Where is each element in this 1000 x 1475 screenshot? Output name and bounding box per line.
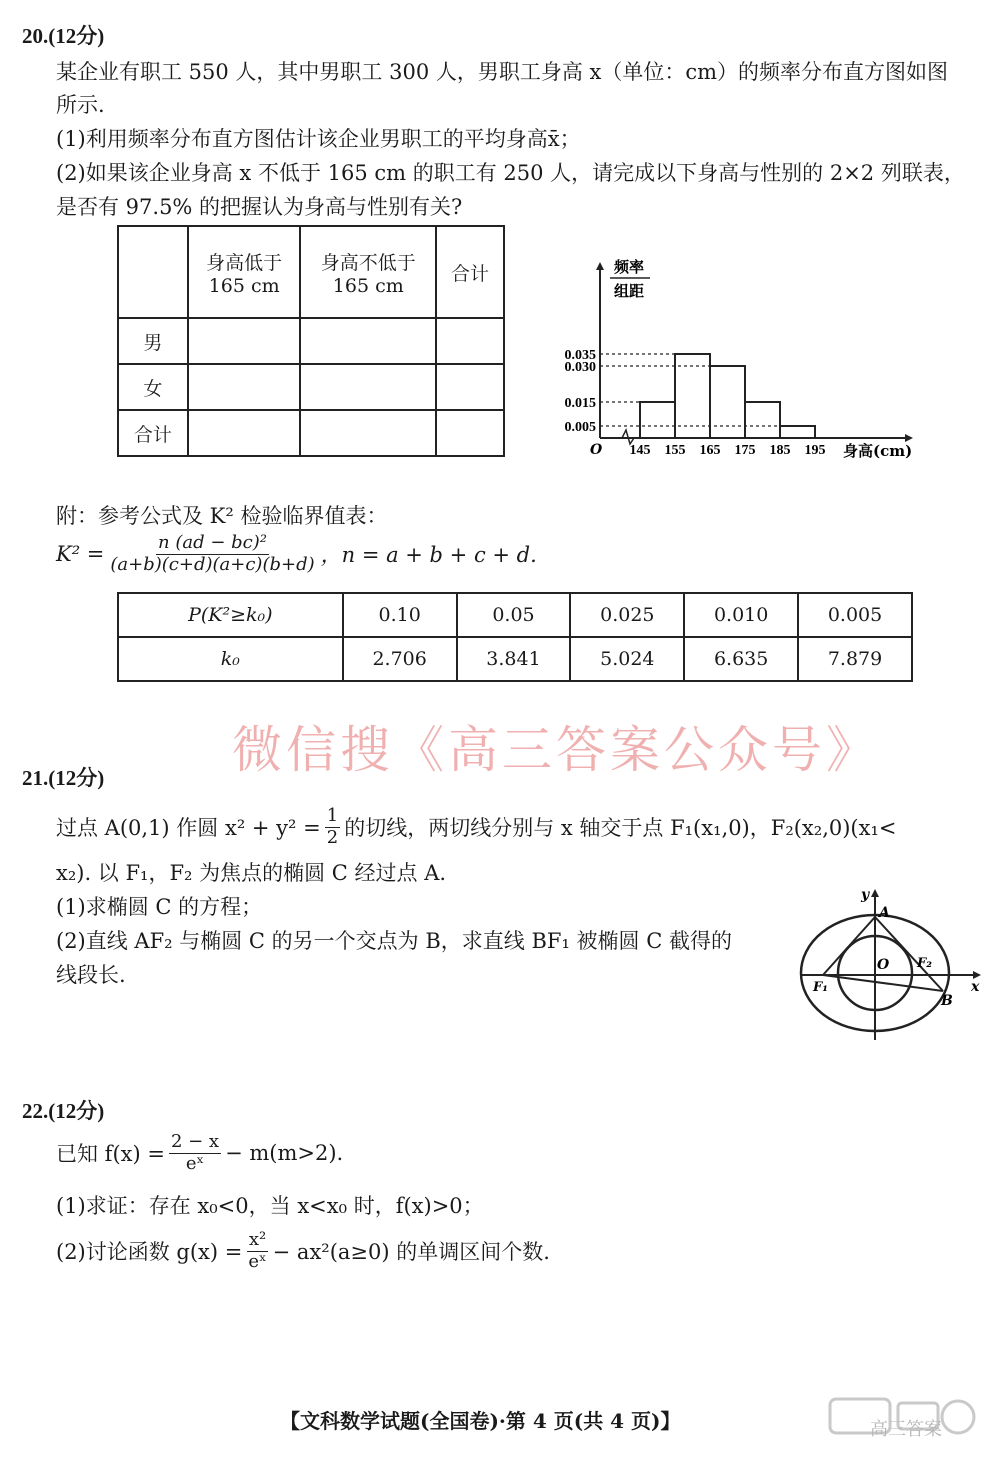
contingency-table: [117, 225, 505, 457]
hist-y-tick-label: 0.015: [564, 396, 596, 411]
crit-p-value: 0.10: [343, 593, 457, 637]
hist-bar: [745, 402, 780, 438]
q21-frac-num: 1: [326, 805, 339, 826]
formula-lhs: K² =: [56, 542, 105, 567]
q22-text-1b: − m(m>2).: [225, 1141, 344, 1166]
hist-bar: [640, 402, 675, 438]
q22-frac1-den: eˣ: [185, 1152, 205, 1174]
hist-y-tick-label: 0.030: [564, 360, 596, 375]
table-row-male: 男: [118, 318, 188, 364]
formula-numerator: n (ad − bc)²: [158, 532, 267, 553]
crit-p-value: 0.025: [570, 593, 684, 637]
table-cell: [188, 364, 301, 410]
hist-ylabel-bottom: 组距: [614, 282, 645, 300]
q20-text-1: 某企业有职工 550 人，其中男职工 300 人，男职工身高 x（单位：cm）的频率分布直方图如图: [56, 60, 949, 84]
label-b: B: [941, 993, 953, 1009]
critical-value-table: [117, 592, 913, 682]
hist-x-tick-label: 195: [804, 443, 826, 458]
appendix-title: 附：参考公式及 K² 检验临界值表：: [56, 504, 388, 528]
q22-fraction-2: [246, 1230, 268, 1272]
hist-x-tick-label: 165: [699, 443, 721, 458]
q22-part-2: [56, 1230, 550, 1272]
q21-fraction: [325, 806, 340, 848]
q20-text-1b: 所示.: [56, 93, 105, 117]
q21-part-2b: 线段长.: [56, 963, 126, 987]
crit-row2-label: k₀: [118, 637, 343, 681]
q21-part-1: (1)求椭圆 C 的方程；: [56, 895, 263, 919]
table-cell: [300, 318, 436, 364]
hist-bar: [780, 426, 815, 438]
q21-number: 21.(12分): [22, 766, 105, 790]
table-header-below-165: 身高低于 165 cm: [188, 226, 301, 318]
hist-y-tick-label: 0.035: [564, 348, 596, 363]
q22-text-2b: − ax²(a≥0) 的单调区间个数.: [272, 1240, 550, 1265]
crit-k-value: 7.879: [798, 637, 912, 681]
table-row-total: 合计: [118, 410, 188, 456]
q21-text-1a: 过点 A(0,1) 作圆 x² + y² =: [56, 816, 321, 841]
height-histogram: [540, 250, 930, 470]
table-cell: [188, 318, 301, 364]
label-x: x: [971, 979, 980, 995]
hist-y-tick-label: 0.005: [564, 420, 596, 435]
q22-text-1: [56, 1132, 343, 1174]
table-cell: [300, 410, 436, 456]
crit-k-value: 3.841: [457, 637, 571, 681]
q22-number: 22.(12分): [22, 1099, 105, 1123]
q22-text-2a: (2)讨论函数 g(x) =: [56, 1240, 243, 1265]
ellipse-figure: [795, 885, 985, 1045]
q22-fraction-1: [169, 1132, 221, 1174]
q21-part-2: (2)直线 AF₂ 与椭圆 C 的另一个交点为 B，求直线 BF₁ 被椭圆 C 截得的: [56, 929, 732, 953]
table-cell: [300, 364, 436, 410]
corner-text: 高三答案: [870, 1419, 942, 1440]
table-cell: [436, 364, 504, 410]
hist-ylabel-top: 频率: [614, 258, 645, 276]
q22-frac2-num: x²: [248, 1229, 267, 1250]
formula-denominator: (a+b)(c+d)(a+c)(b+d): [110, 553, 315, 575]
q22-part-1: (1)求证：存在 x₀<0，当 x<x₀ 时，f(x)>0；: [56, 1194, 484, 1218]
crit-k-value: 2.706: [343, 637, 457, 681]
label-y: y: [861, 887, 870, 903]
label-a: A: [879, 905, 890, 921]
formula-fraction: [108, 533, 316, 575]
formula-tail: ，n = a + b + c + d.: [320, 543, 537, 568]
hist-xlabel: 身高(cm): [843, 442, 913, 460]
crit-row1-label: P(K²≥k₀): [118, 593, 343, 637]
q21-text-1: [56, 806, 896, 848]
table-header-total: 合计: [436, 226, 504, 318]
q20-number: 20.(12分): [22, 24, 105, 48]
q22-frac2-den: eˣ: [248, 1250, 267, 1272]
crit-p-value: 0.005: [798, 593, 912, 637]
page-footer: 【文科数学试题(全国卷)·第 4 页(共 4 页)】: [280, 1409, 681, 1433]
hist-x-tick-label: 145: [629, 443, 651, 458]
crit-k-value: 5.024: [570, 637, 684, 681]
hist-y-arrow: [596, 262, 604, 270]
line-af2b: [875, 917, 943, 991]
watermark: 微信搜《高三答案公众号》: [232, 721, 880, 779]
table-header-not-below-165: 身高不低于 165 cm: [300, 226, 436, 318]
k2-formula: [56, 533, 537, 575]
q22-frac1-num: 2 − x: [170, 1131, 220, 1152]
hist-bar: [710, 366, 745, 438]
q20-part-2b: 是否有 97.5% 的把握认为身高与性别有关?: [56, 195, 463, 219]
table-cell: [436, 410, 504, 456]
x-axis-arrow: [973, 971, 981, 979]
label-o: O: [877, 957, 890, 973]
hist-origin-label: O: [590, 442, 603, 458]
crit-p-value: 0.010: [684, 593, 798, 637]
q20-part-1: (1)利用频率分布直方图估计该企业男职工的平均身高x̄；: [56, 127, 581, 151]
q20-part-2: (2)如果该企业身高 x 不低于 165 cm 的职工有 250 人，请完成以下身高与性别的 2×2 列联表，: [56, 161, 965, 185]
label-f1: F₁: [813, 980, 828, 995]
crit-p-value: 0.05: [457, 593, 571, 637]
q22-text-1a: 已知 f(x) =: [56, 1142, 165, 1167]
hist-x-arrow: [905, 434, 913, 442]
hist-x-tick-label: 185: [769, 443, 791, 458]
q21-frac-den: 2: [326, 826, 339, 848]
hist-x-tick-label: 155: [664, 443, 686, 458]
q21-text-1b: 的切线，两切线分别与 x 轴交于点 F₁(x₁,0)，F₂(x₂,0)(x₁<: [344, 816, 897, 841]
label-f2: F₂: [917, 956, 932, 971]
table-cell: [436, 318, 504, 364]
y-axis-arrow: [871, 889, 879, 897]
table-cell: [188, 410, 301, 456]
table-row-female: 女: [118, 364, 188, 410]
crit-k-value: 6.635: [684, 637, 798, 681]
table-corner-cell: [118, 226, 188, 318]
hist-x-tick-label: 175: [734, 443, 756, 458]
q21-text-2: x₂). 以 F₁，F₂ 为焦点的椭圆 C 经过点 A.: [56, 861, 447, 885]
corner-watermark-logo: [820, 1395, 980, 1465]
